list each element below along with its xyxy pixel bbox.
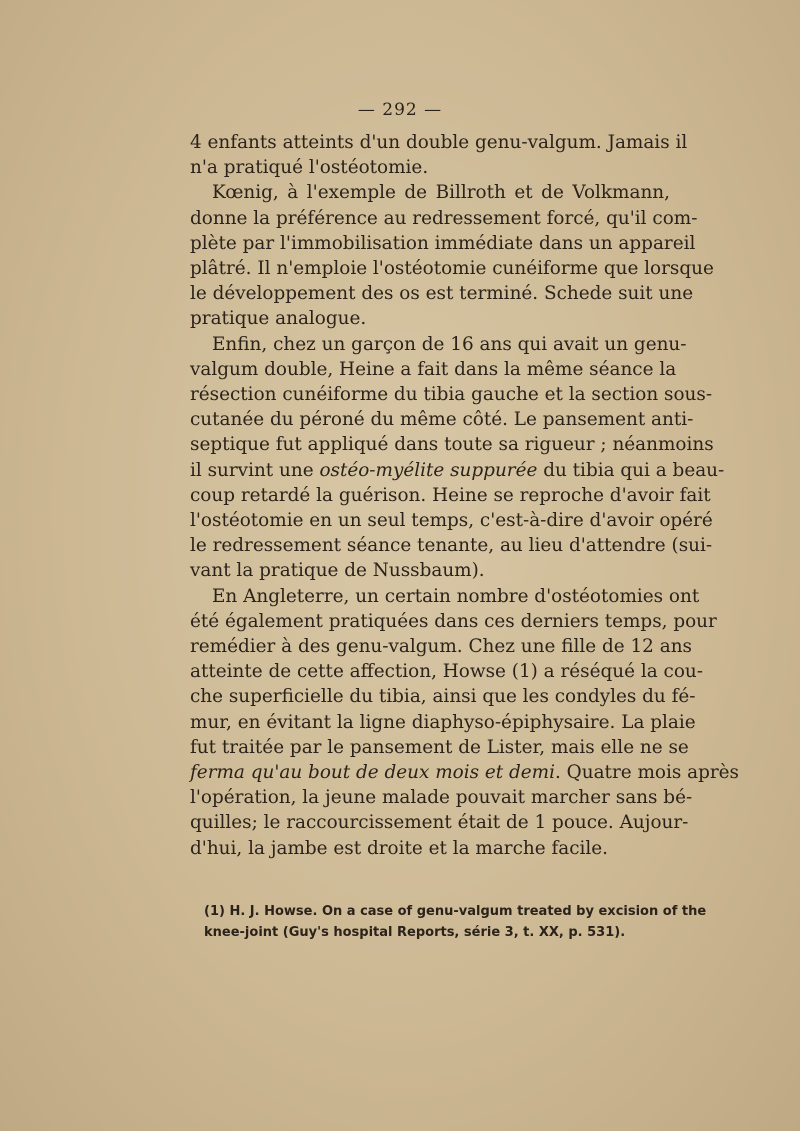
body-text [190,130,739,861]
text-line [190,306,670,331]
text-segment: résection cunéiforme du tibia gauche et la section sous- [190,384,713,406]
text-line [190,180,670,205]
text-segment: il survint une [190,459,320,481]
text-segment: quilles; le raccourcissement était de 1 pouce. Aujour- [190,812,689,834]
text-segment: plâtré. Il n'emploie l'ostéotomie cunéiforme que lorsque [190,258,714,280]
text-segment: le redressement séance tenante, au lieu d'attendre (sui- [190,535,713,557]
text-line [190,810,689,835]
text-line [190,684,696,709]
text-line [190,130,688,155]
text-segment: d'hui, la jambe est droite et la marche facile. [190,837,609,859]
text-line [190,256,714,281]
text-line [190,836,670,861]
text-line [190,785,693,810]
text-line [190,584,700,609]
text-segment: coup retardé la guérison. Heine se reproche d'avoir fait [190,484,711,506]
text-line [190,710,696,735]
text-line [190,483,711,508]
text-line [190,508,713,533]
text-line [190,760,739,785]
text-line [190,634,692,659]
italic-phrase: ferma qu'au bout de deux mois et demi [190,762,555,784]
text-segment: cutanée du péroné du même côté. Le pansement anti- [190,409,694,431]
text-line [190,659,703,684]
text-segment: l'ostéotomie en un seul temps, c'est-à-dire d'avoir opéré [190,510,713,532]
text-line [190,458,725,483]
text-segment: fut traitée par le pansement de Lister, mais elle ne se [190,736,689,758]
text-segment: vant la pratique de Nussbaum). [190,560,485,582]
text-segment: . Quatre mois après [554,762,739,784]
text-segment: mur, en évitant la ligne diaphyso-épiphysaire. La plaie [190,711,696,733]
text-line [190,155,670,180]
footnote [204,901,707,943]
text-segment: Kœnig, à l'exemple de Billroth et de Volkmann, [212,182,670,204]
page-number: — 292 — [357,100,443,120]
text-segment: septique fut appliqué dans toute sa rigueur ; néanmoins [190,434,714,456]
text-segment: che superficielle du tibia, ainsi que les condyles du fé- [190,686,696,708]
text-segment: l'opération, la jeune malade pouvait marcher sans bé- [190,787,693,809]
text-segment: pratique analogue. [190,308,367,330]
footnote-line: knee-joint (Guy's hospital Reports, série 3, t. XX, p. 531). [204,925,626,940]
italic-phrase: ostéo-myélite suppurée [319,459,538,481]
text-line [190,281,694,306]
text-segment: atteinte de cette affection, Howse (1) a réséqué la cou- [190,661,703,683]
text-line [190,558,670,583]
text-segment: valgum double, Heine a fait dans la même séance la [190,358,677,380]
text-line [190,609,717,634]
text-segment: En Angleterre, un certain nombre d'ostéotomies ont [212,585,700,607]
text-line [190,382,713,407]
text-segment: donne la préférence au redressement forcé, qu'il com- [190,207,698,229]
text-segment: le développement des os est terminé. Schede suit une [190,283,694,305]
text-segment: 4 enfants atteints d'un double genu-valgum. Jamais il [190,132,688,153]
footnote-line: (1) H. J. Howse. On a case of genu-valgum treated by excision of the [204,904,707,919]
text-line [190,533,713,558]
text-line [190,357,677,382]
text-segment: du tibia qui a beau- [537,459,725,481]
text-line [190,206,698,231]
text-segment: plète par l'immobilisation immédiate dans un appareil [190,232,696,254]
text-line [190,432,714,457]
text-line [190,332,687,357]
text-segment: été également pratiquées dans ces derniers temps, pour [190,610,717,632]
text-line [190,231,696,256]
text-segment: Enfin, chez un garçon de 16 ans qui avait un genu- [212,333,687,355]
text-segment: remédier à des genu-valgum. Chez une fille de 12 ans [190,636,692,658]
text-line [190,407,694,432]
text-segment: n'a pratiqué l'ostéotomie. [190,157,429,179]
text-line [190,735,689,760]
